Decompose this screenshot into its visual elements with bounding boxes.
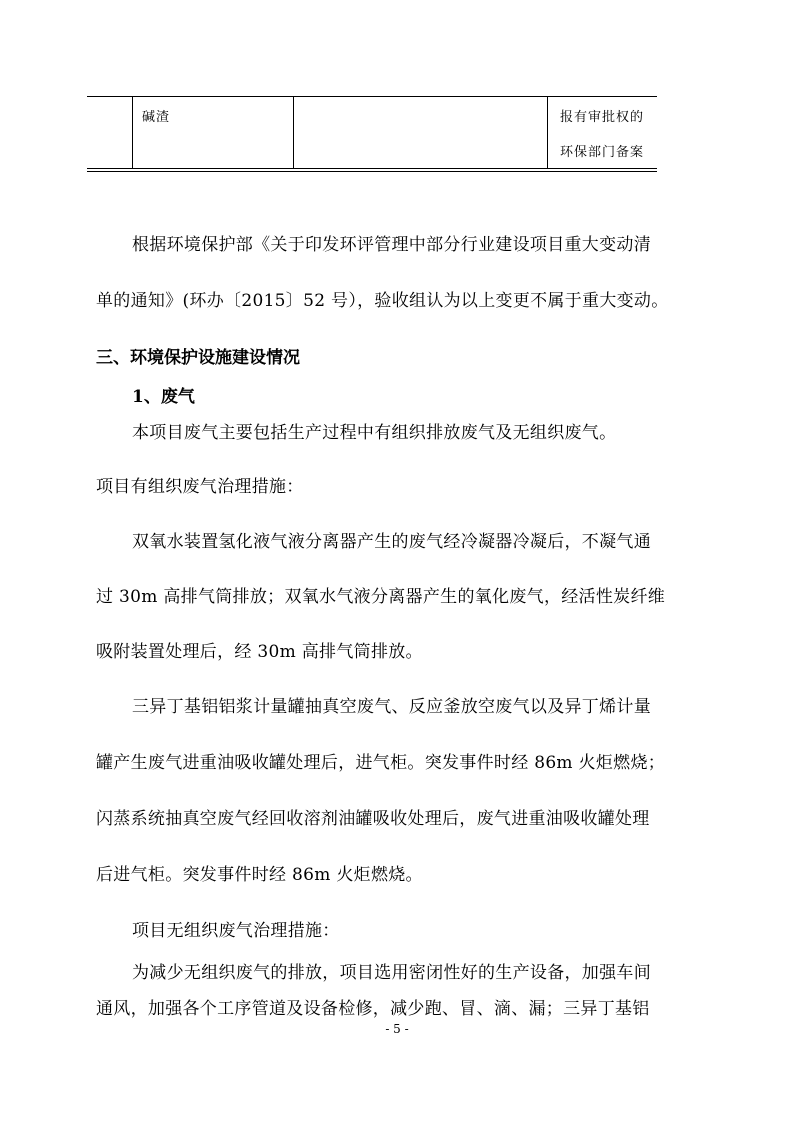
paragraph-line: 罐产生废气进重油吸收罐处理后，进气柜。突发事件时经 86m 火炬燃烧； [96, 753, 666, 773]
subsection-heading: 1、废气 [132, 387, 195, 407]
table-col-divider [293, 96, 294, 169]
paragraph-line: 通风，加强各个工序管道及设备检修，减少跑、冒、滴、漏；三异丁基铝 [96, 999, 650, 1019]
table-top-border [87, 96, 657, 97]
table-cell-note-line1: 报有审批权的 [560, 110, 645, 125]
paragraph-line: 单的通知》(环办〔2015〕52 号），验收组认为以上变更不属于重大变动。 [96, 291, 669, 311]
paragraph-line: 为减少无组织废气的排放，项目选用密闭性好的生产设备，加强车间 [132, 963, 651, 983]
paragraph-line: 闪蒸系统抽真空废气经回收溶剂油罐吸收处理后，废气进重油吸收罐处理 [96, 809, 650, 829]
paragraph-line: 双氧水装置氢化液气液分离器产生的废气经冷凝器冷凝后，不凝气通 [132, 532, 651, 552]
section-heading: 三、环境保护设施建设情况 [96, 348, 300, 368]
table-cell-note-line2: 环保部门备案 [560, 145, 645, 160]
table-col-divider [132, 96, 133, 169]
paragraph-line: 吸附装置处理后，经 30m 高排气筒排放。 [96, 642, 423, 662]
change-table-fragment [87, 96, 657, 172]
table-bottom-border [87, 168, 657, 169]
table-cell-item: 碱渣 [142, 110, 171, 125]
paragraph-line: 根据环境保护部《关于印发环评管理中部分行业建设项目重大变动清 [132, 235, 651, 255]
paragraph-line: 本项目废气主要包括生产过程中有组织排放废气及无组织废气。 [132, 423, 617, 443]
paragraph-line: 三异丁基铝铝浆计量罐抽真空废气、反应釜放空废气以及异丁烯计量 [132, 697, 651, 717]
paragraph-line: 项目有组织废气治理措施： [96, 477, 304, 497]
page-number: - 5 - [385, 1022, 409, 1036]
table-bottom-border-double [87, 171, 657, 172]
table-col-divider [547, 96, 548, 169]
paragraph-line: 后进气柜。突发事件时经 86m 火炬燃烧。 [96, 865, 423, 885]
paragraph-line: 过 30m 高排气筒排放；双氧水气液分离器产生的氧化废气，经活性炭纤维 [96, 587, 666, 607]
paragraph-line: 项目无组织废气治理措施： [132, 921, 340, 941]
